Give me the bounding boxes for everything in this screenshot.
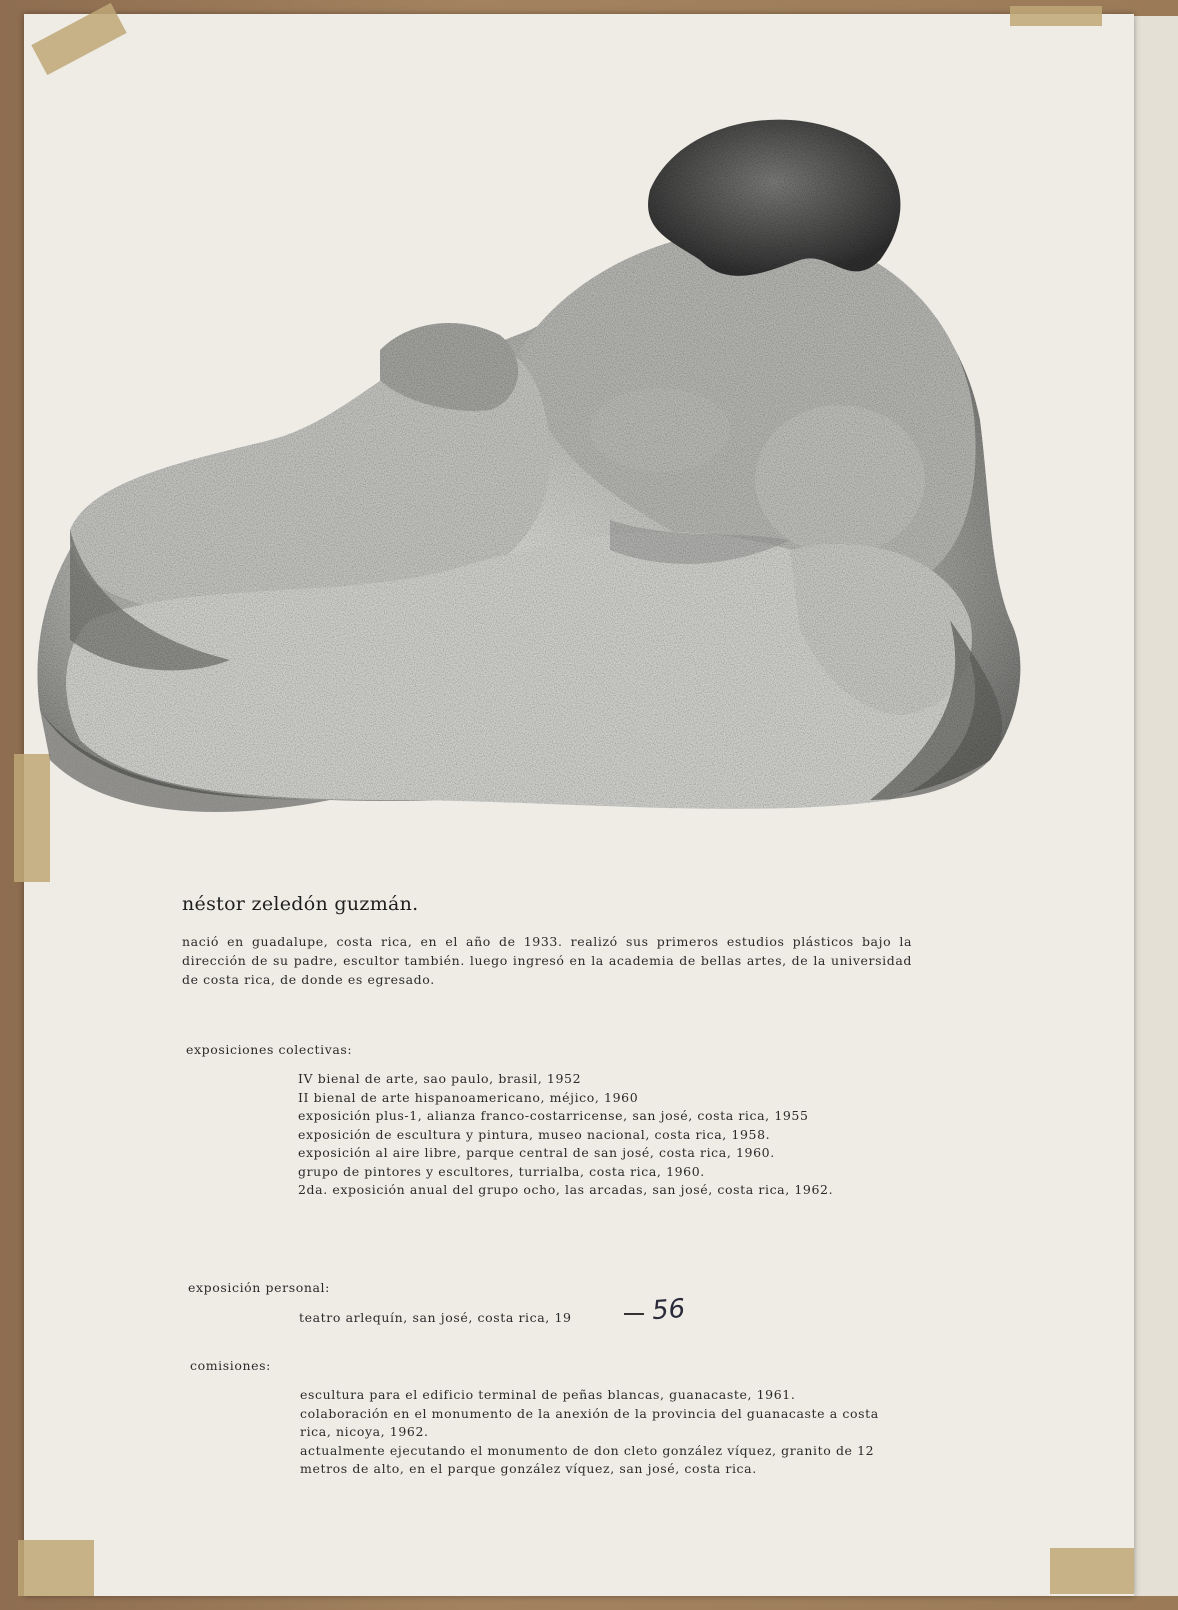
collective-exhibitions-list bbox=[298, 1070, 908, 1200]
struck-out-year bbox=[624, 1313, 644, 1315]
sculpture-photograph bbox=[30, 100, 1050, 840]
list-item: 2da. exposición anual del grupo ocho, las arcadas, san josé, costa rica, 1962. bbox=[298, 1182, 834, 1197]
commissions-heading: comisiones: bbox=[190, 1358, 271, 1373]
tape-top-right bbox=[1010, 6, 1102, 26]
commissions-list bbox=[300, 1386, 912, 1479]
collective-exhibitions-heading: exposiciones colectivas: bbox=[186, 1042, 353, 1057]
personal-exhibition-item: teatro arlequín, san josé, costa rica, 19 bbox=[299, 1310, 572, 1325]
list-item: grupo de pintores y escultores, turrialba, costa rica, 1960. bbox=[298, 1163, 705, 1179]
list-item: exposición al aire libre, parque central de san josé, costa rica, 1960. bbox=[298, 1145, 775, 1160]
list-item: exposición de escultura y pintura, museo nacional, costa rica, 1958. bbox=[298, 1126, 771, 1142]
handwritten-year: 56 bbox=[650, 1293, 687, 1327]
artist-bio: nació en guadalupe, costa rica, en el año de 1933. realizó sus primeros estudios plásticos bajo la dirección de su padre, escultor también. luego ingresó en la academia de bellas artes, de la universidad de costa rica, de donde es egresado. bbox=[182, 934, 912, 987]
list-item: IV bienal de arte, sao paulo, brasil, 1952 bbox=[298, 1071, 582, 1086]
list-item: II bienal de arte hispanoamericano, méjico, 1960 bbox=[298, 1089, 639, 1105]
list-item: exposición plus-1, alianza franco-costarricense, san josé, costa rica, 1955 bbox=[298, 1108, 809, 1123]
list-item: actualmente ejecutando el monumento de don cleto gonzález víquez, granito de 12 metros de alto, en el parque gonzález víquez, san josé, costa rica. bbox=[300, 1442, 875, 1476]
artist-name: néstor zeledón guzmán. bbox=[182, 893, 419, 915]
list-item: colaboración en el monumento de la anexión de la provincia del guanacaste a costa rica, nicoya, 1962. bbox=[300, 1405, 879, 1439]
list-item: escultura para el edificio terminal de peñas blancas, guanacaste, 1961. bbox=[300, 1387, 796, 1402]
personal-exhibition-heading: exposición personal: bbox=[188, 1280, 330, 1295]
tape-bottom-right bbox=[1050, 1548, 1134, 1594]
adjacent-sheet-edge bbox=[1130, 16, 1178, 1596]
tape-bottom-left bbox=[18, 1540, 94, 1596]
